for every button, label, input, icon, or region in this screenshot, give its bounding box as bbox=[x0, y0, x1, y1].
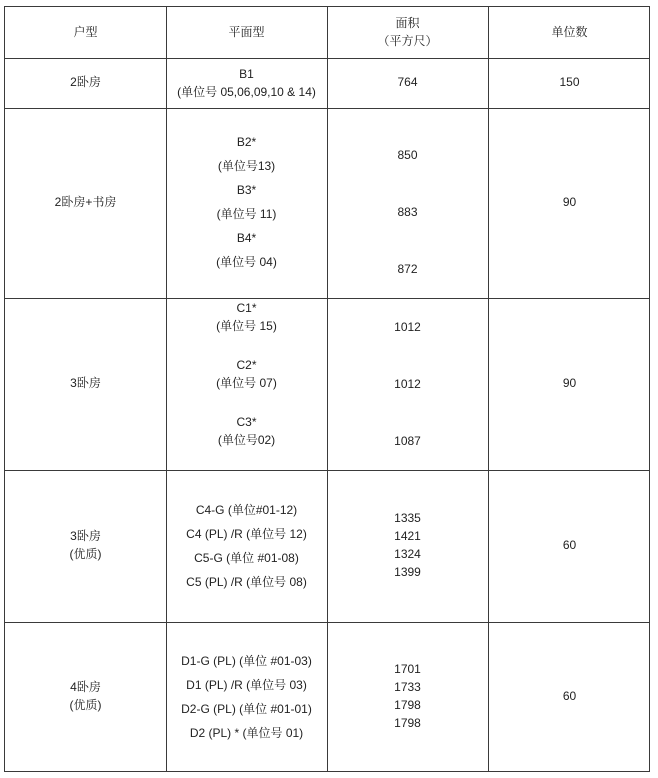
plan-line: C5 (PL) /R (单位号 08) bbox=[186, 575, 307, 589]
plan-line: (单位号 05,06,09,10 & 14) bbox=[177, 85, 316, 99]
row3-area bbox=[327, 318, 488, 450]
area-line: 1335 bbox=[394, 511, 421, 525]
area-line: 1399 bbox=[394, 565, 421, 579]
plan-line: D1 (PL) /R (单位号 03) bbox=[186, 678, 307, 692]
row5-plan bbox=[166, 652, 327, 742]
plan-line: B2* bbox=[236, 135, 257, 149]
row5-type bbox=[5, 678, 166, 714]
row5-area bbox=[327, 660, 488, 732]
row1-plan bbox=[166, 65, 327, 101]
row1-area: 764 bbox=[397, 75, 418, 89]
plan-line: (单位号02) bbox=[217, 433, 276, 447]
row4-type bbox=[5, 527, 166, 563]
plan-line: D1-G (PL) (单位 #01-03) bbox=[181, 654, 312, 668]
header-area-line2: （平方尺） bbox=[377, 34, 438, 48]
area-line: 850 bbox=[397, 148, 418, 162]
row-divider bbox=[5, 298, 649, 299]
area-line: 1798 bbox=[394, 698, 421, 712]
area-line: 1733 bbox=[394, 680, 421, 694]
row2-area bbox=[327, 146, 488, 278]
plan-line: D2 (PL) * (单位号 01) bbox=[189, 726, 304, 740]
row-divider bbox=[5, 108, 649, 109]
row3-units: 90 bbox=[562, 376, 577, 390]
type-line: (优质) bbox=[69, 698, 102, 712]
plan-line: B3* bbox=[236, 183, 257, 197]
row1-type: 2卧房 bbox=[70, 75, 101, 89]
row-divider bbox=[5, 622, 649, 623]
plan-line: C1* bbox=[236, 301, 257, 315]
row3-type: 3卧房 bbox=[70, 376, 101, 390]
plan-line: (单位号 07) bbox=[216, 376, 277, 390]
plan-line: C5-G (单位 #01-08) bbox=[194, 551, 299, 565]
plan-line: C3* bbox=[236, 415, 257, 429]
row4-plan bbox=[166, 501, 327, 591]
area-line: 1421 bbox=[394, 529, 421, 543]
area-line: 1087 bbox=[394, 434, 421, 448]
header-plan: 平面型 bbox=[228, 25, 265, 39]
floor-plan-table bbox=[4, 6, 650, 772]
area-line: 1798 bbox=[394, 716, 421, 730]
area-line: 1324 bbox=[394, 547, 421, 561]
plan-line: (单位号13) bbox=[217, 159, 276, 173]
header-units: 单位数 bbox=[551, 25, 588, 39]
area-line: 1012 bbox=[394, 377, 421, 391]
row4-area bbox=[327, 509, 488, 581]
type-line: 3卧房 bbox=[70, 529, 101, 543]
area-line: 1012 bbox=[394, 320, 421, 334]
plan-line: (单位号 15) bbox=[216, 319, 277, 333]
area-line: 1701 bbox=[394, 662, 421, 676]
header-area-line1: 面积 bbox=[395, 16, 420, 30]
header-type: 户型 bbox=[73, 25, 98, 39]
row2-units: 90 bbox=[562, 195, 577, 209]
plan-line: C2* bbox=[236, 358, 257, 372]
row2-type: 2卧房+书房 bbox=[54, 195, 117, 209]
plan-line: B1 bbox=[239, 67, 254, 81]
plan-line: C4 (PL) /R (单位号 12) bbox=[186, 527, 307, 541]
plan-line: C4-G (单位#01-12) bbox=[195, 503, 298, 517]
row1-units: 150 bbox=[559, 75, 580, 89]
type-line: 4卧房 bbox=[70, 680, 101, 694]
plan-line: D2-G (PL) (单位 #01-01) bbox=[181, 702, 312, 716]
row-divider bbox=[5, 58, 649, 59]
area-line: 872 bbox=[397, 262, 418, 276]
row4-units: 60 bbox=[562, 538, 577, 552]
row2-plan bbox=[166, 133, 327, 271]
type-line: (优质) bbox=[69, 547, 102, 561]
plan-line: B4* bbox=[236, 231, 257, 245]
row3-plan bbox=[166, 299, 327, 449]
plan-line: (单位号 11) bbox=[216, 207, 277, 221]
row-divider bbox=[5, 470, 649, 471]
header-area bbox=[327, 14, 488, 50]
row5-units: 60 bbox=[562, 689, 577, 703]
plan-line: (单位号 04) bbox=[216, 255, 277, 269]
area-line: 883 bbox=[397, 205, 418, 219]
